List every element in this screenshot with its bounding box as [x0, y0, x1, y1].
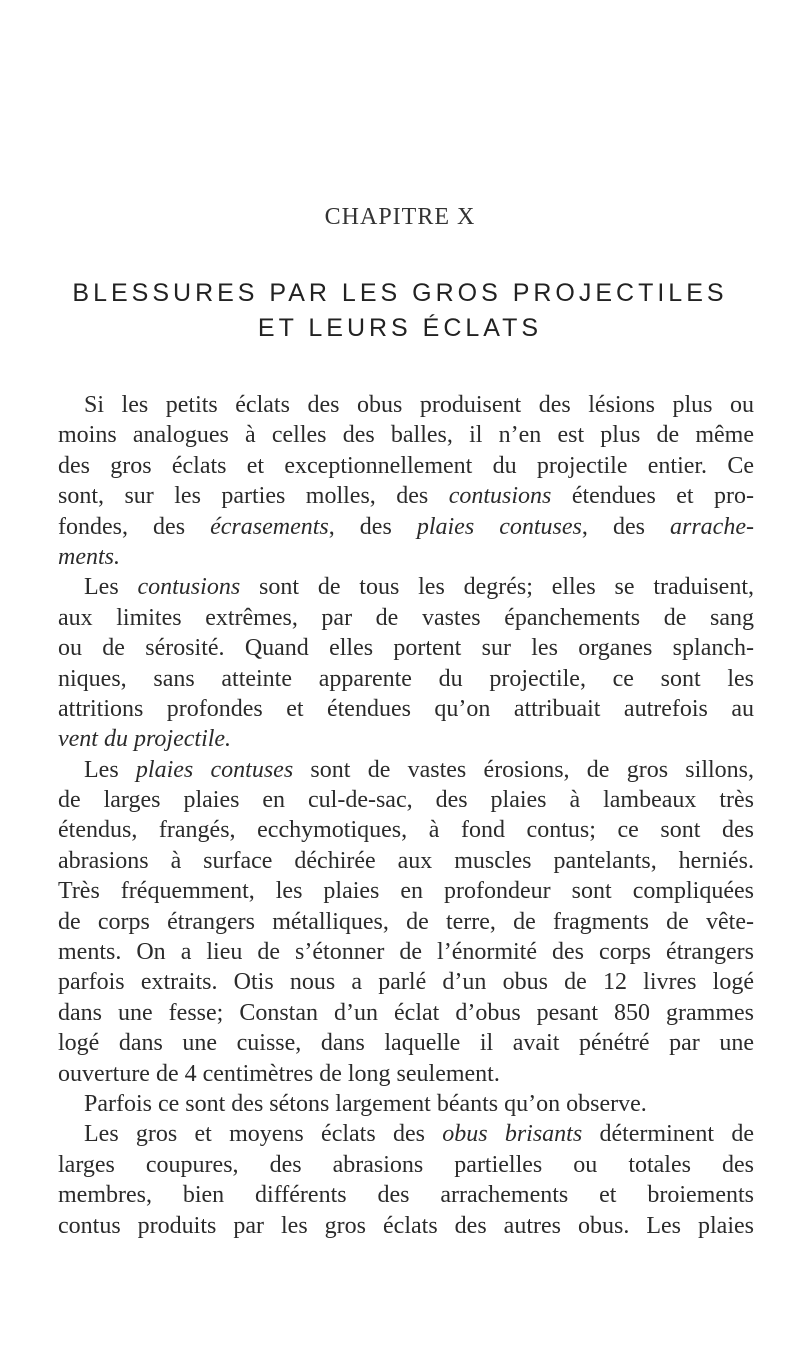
- text-segment: étendues et pro-: [551, 483, 754, 510]
- text-segment: de corps étrangers métalliques, de terre, de fragments de vête-: [58, 908, 754, 935]
- text-segment: déterminent de: [582, 1121, 754, 1148]
- text-line: [58, 451, 754, 481]
- text-segment: Très fréquemment, les plaies en profondeur sont compliquées: [58, 878, 754, 905]
- text-segment: , des: [581, 513, 670, 540]
- text-segment: Parfois ce sont des sétons largement béants qu’on observe.: [84, 1090, 647, 1117]
- text-line: [58, 1028, 754, 1058]
- italic-term: ments.: [58, 543, 120, 570]
- text-segment: Si les petits éclats des obus produisent des lésions plus ou: [84, 392, 754, 418]
- text-segment: sont de vastes érosions, de gros sillons,: [293, 756, 754, 783]
- text-line: [58, 572, 754, 602]
- chapter-heading: CHAPITRE X: [324, 204, 476, 230]
- text-line: [58, 420, 754, 450]
- text-line: [58, 1150, 754, 1180]
- text-line: [58, 876, 754, 906]
- text-segment: Les: [84, 574, 138, 601]
- text-segment: parfois extraits. Otis nous a parlé d’un obus de 12 livres logé: [58, 969, 754, 996]
- text-line: [58, 724, 754, 754]
- text-line: [58, 1211, 754, 1241]
- text-segment: membres, bien différents des arrachements et broiements: [58, 1182, 754, 1209]
- text-segment: dans une fesse; Constan d’un éclat d’obus pesant 850 grammes: [58, 999, 754, 1026]
- text-line: [58, 785, 754, 815]
- text-line: [58, 1119, 754, 1149]
- italic-term: plaies contuses: [416, 513, 582, 540]
- italic-term: écrasements: [210, 513, 329, 540]
- text-line: [58, 937, 754, 967]
- italic-term: arrache-: [670, 513, 754, 540]
- text-segment: ments. On a lieu de s’étonner de l’énormité des corps étrangers: [58, 939, 754, 966]
- text-segment: Les: [84, 756, 136, 783]
- text-segment: Les gros et moyens éclats des: [84, 1121, 443, 1148]
- text-segment: attritions profondes et étendues qu’on attribuait autrefois au: [58, 695, 754, 722]
- text-segment: fondes, des: [58, 513, 211, 540]
- italic-term: plaies contuses: [135, 756, 294, 783]
- text-segment: contus produits par les gros éclats des autres obus. Les plaies: [58, 1212, 754, 1239]
- text-line: [58, 998, 754, 1028]
- chapter-title-line-1: BLESSURES PAR LES GROS PROJECTILES: [72, 279, 728, 307]
- text-line: [58, 664, 754, 694]
- text-line: [58, 542, 754, 572]
- text-line: [58, 1089, 754, 1119]
- text-segment: sont de tous les degrés; elles se traduisent,: [240, 574, 754, 601]
- body-text: [58, 390, 754, 1241]
- text-segment: ouverture de 4 centimètres de long seulement.: [58, 1060, 500, 1087]
- italic-term: vent du projectile.: [58, 726, 232, 753]
- text-segment: abrasions à surface déchirée aux muscles pantelants, herniés.: [58, 847, 754, 874]
- text-line: [58, 481, 754, 511]
- text-line: [58, 694, 754, 724]
- text-segment: niques, sans atteinte apparente du projectile, ce sont les: [58, 665, 754, 692]
- text-segment: logé dans une cuisse, dans laquelle il avait pénétré par une: [58, 1030, 754, 1057]
- text-line: [58, 633, 754, 663]
- italic-term: contusions: [137, 574, 241, 601]
- italic-term: obus brisants: [442, 1121, 583, 1148]
- text-line: [58, 967, 754, 997]
- text-line: [58, 1180, 754, 1210]
- italic-term: contusions: [448, 483, 552, 510]
- text-segment: , des: [328, 513, 417, 540]
- text-segment: des gros éclats et exceptionnellement du projectile entier. Ce: [58, 452, 754, 479]
- text-line: [58, 907, 754, 937]
- chapter-title-line-2: ET LEURS ÉCLATS: [257, 314, 543, 342]
- text-line: [58, 846, 754, 876]
- text-segment: sont, sur les parties molles, des: [58, 483, 449, 510]
- text-segment: ou de sérosité. Quand elles portent sur les organes splanch-: [58, 635, 754, 662]
- text-segment: larges coupures, des abrasions partielles ou totales des: [58, 1151, 754, 1178]
- text-segment: aux limites extrêmes, par de vastes épanchements de sang: [58, 604, 754, 631]
- text-line: [58, 512, 754, 542]
- text-segment: étendus, frangés, ecchymotiques, à fond contus; ce sont des: [58, 817, 754, 844]
- text-segment: moins analogues à celles des balles, il n’en est plus de même: [58, 422, 754, 449]
- text-line: [58, 390, 754, 420]
- text-line: [58, 1059, 754, 1089]
- text-line: [58, 603, 754, 633]
- text-line: [58, 815, 754, 845]
- text-segment: de larges plaies en cul-de-sac, des plaies à lambeaux très: [58, 787, 754, 814]
- text-line: [58, 755, 754, 785]
